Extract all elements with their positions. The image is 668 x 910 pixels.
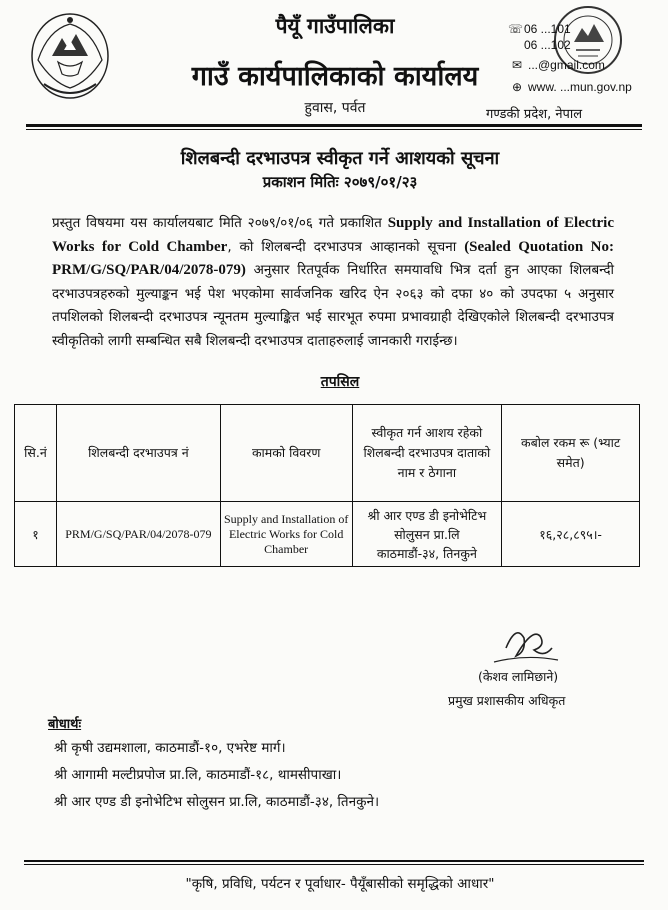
cc-label: बोधार्थः (48, 717, 82, 732)
header-amount: कबोल रकम रू (भ्याट समेत) (502, 405, 640, 502)
bidder-address: काठमाडौं-३४, तिनकुने (376, 545, 477, 561)
bid-table (14, 404, 640, 567)
signatory-name: (केशव लामिछाने) (478, 669, 559, 684)
publication-date: प्रकाशन मितिः २०७९/०१/२३ (262, 173, 418, 191)
header-rule (26, 124, 642, 127)
table-row (15, 502, 640, 567)
work-title: Supply and Installation of Electric Works for Cold Chamber (52, 215, 614, 255)
cell-sn: १ (15, 502, 57, 567)
header-sn: सि.नं (15, 405, 57, 502)
office-address: हुवास, पर्वत (304, 100, 366, 116)
signature-icon (486, 618, 566, 670)
bidder-name: श्री आर एण्ड डी इनोभेटिभ सोलुसन प्रा.लि (367, 507, 487, 542)
contact-phone-2: 06 ...102 (524, 38, 571, 52)
cc-item: श्री कृषी उद्यमशाला, काठमाडौं-१०, एभरेष्ट मार्ग। (54, 740, 286, 756)
province-address: गण्डकी प्रदेश, नेपाल (486, 107, 583, 122)
header-rule-thin (26, 129, 642, 130)
cc-item: श्री आगामी मल्टीप्रपोज प्रा.लि, काठमाडौं-१८, थामसीपाखा। (54, 767, 342, 783)
contact-web: ⊕ www. ...mun.gov.np (512, 80, 632, 94)
table-header-row (15, 405, 640, 502)
nepal-emblem-icon (28, 10, 112, 102)
footer-rule-thin (24, 864, 644, 865)
quotation-number: (Sealed Quotation No: PRM/G/SQ/PAR/04/2078-079) (52, 238, 615, 278)
header-bidder: स्वीकृत गर्न आशय रहेको शिलबन्दी दरभाउपत्र दाताको नाम र ठेगाना (352, 405, 502, 502)
cell-bidder (352, 502, 502, 567)
cc-item: श्री आर एण्ड डी इनोभेटिभ सोलुसन प्रा.लि, काठमाडौं-३४, तिनकुने। (54, 794, 380, 810)
cell-amount: १६,२८,८९५।- (502, 502, 640, 567)
signatory-title: प्रमुख प्रशासकीय अधिकृत (448, 693, 566, 708)
header-quotation-no: शिलबन्दी दरभाउपत्र नं (56, 405, 220, 502)
contact-phone-1: ☏06 ...101 (508, 22, 571, 36)
footer-slogan: "कृषि, प्रविधि, पर्यटन र पूर्वाधार- पैयूँबासीको समृद्धिको आधार" (185, 876, 495, 892)
schedule-label: तपसिल (320, 374, 360, 390)
office-name: गाउँ कार्यपालिकाको कार्यालय (191, 61, 479, 92)
cell-quotation-no: PRM/G/SQ/PAR/04/2078-079 (56, 502, 220, 567)
notice-body: प्रस्तुत विषयमा यस कार्यालयबाट मिति २०७९/०१/०६ गते प्रकाशित Supply and Installation of Electric Works for Cold Chamber, को शिलबन्दी दरभाउपत्र आव्हानको सूचना (Sealed Quotation No: PRM/G/SQ/PAR/04/2078-079) अनुसार रितपूर्वक निर्धारित समयावधि भित्र दर्ता हुन आएका शिलबन्दी दरभाउपत्रहरुको मुल्याङ्कन भई पेश भएकोमा सार्वजनिक खरिद ऐन २०६३ को दफा ४० को उपदफा ५ अनुसार तपशिलको शिलबन्दी दरभाउपत्र न्यूनतम मुल्याङ्कित भई सारभूत रुपमा प्रभावग्राही देखिएकोले शिलबन्दी दरभाउपत्र स्वीकृतिको लागी सम्बन्धित सबै शिलबन्दी दरभाउपत्र दाताहरुलाई जानकारी गराईन्छ। (52, 215, 615, 349)
notice-title: शिलबन्दी दरभाउपत्र स्वीकृत गर्ने आशयको सूचना (180, 148, 500, 169)
contact-email: ✉ ...@gmail.com (512, 58, 605, 72)
web-icon: ⊕ (512, 80, 523, 94)
header-description: कामको विवरण (220, 405, 352, 502)
cell-description: Supply and Installation of Electric Works for Cold Chamber (220, 502, 352, 567)
mail-icon: ✉ (512, 58, 523, 72)
org-name: पैयूँ गाउँपालिका (275, 14, 395, 38)
footer-rule (24, 860, 644, 862)
phone-icon: ☏ (508, 22, 524, 36)
